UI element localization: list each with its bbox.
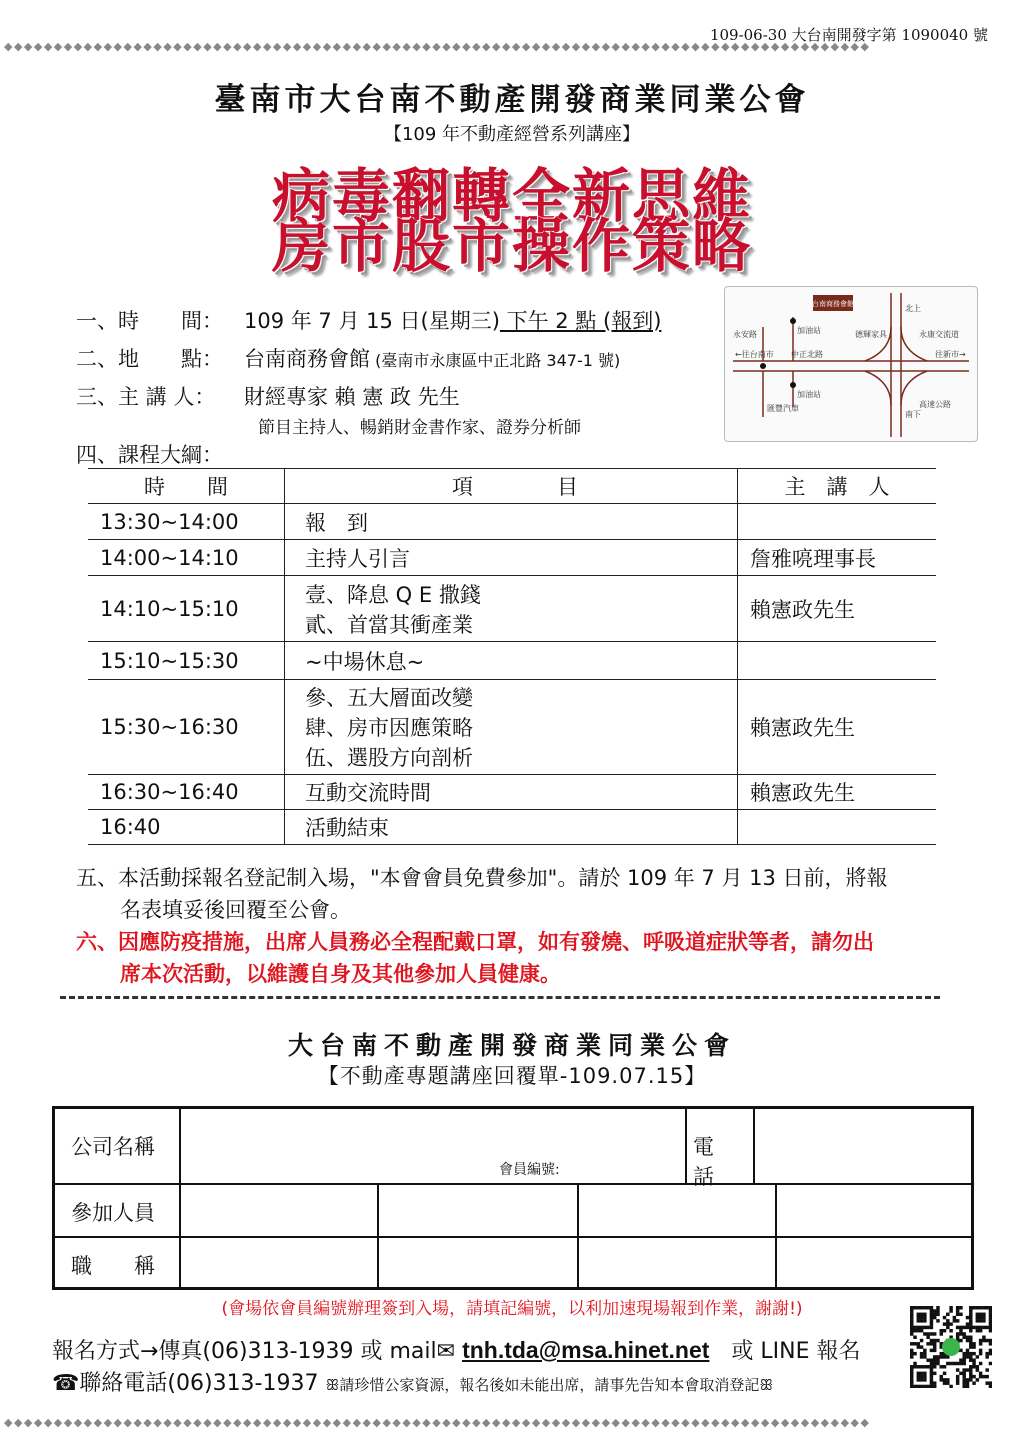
contact-phone: 聯絡電話(06)313-1937: [79, 1371, 319, 1396]
outline-label: 四、課程大綱：: [76, 443, 223, 467]
row-speaker: 賴憲政先生: [738, 680, 937, 775]
phone-icon: ☎: [52, 1371, 80, 1396]
row-time: 13:30~14:00: [88, 504, 285, 540]
document-number: 109-06-30 大台南開發字第 1090040 號: [709, 26, 988, 44]
attendee-input-1[interactable]: [180, 1184, 378, 1237]
time-value-2: 下午 2 點 (報到): [499, 309, 662, 333]
member-no-label: 會員編號:: [499, 1162, 560, 1178]
form-subtitle: 【不動產專題講座回覆單-109.07.15】: [317, 1064, 707, 1088]
row-speaker: [738, 810, 937, 845]
row-item: 貳、首當其衝產業: [305, 612, 473, 637]
header-item: 項 目: [285, 469, 738, 504]
map-hotel: 台南商務會館: [812, 300, 854, 308]
table-row: [88, 642, 936, 680]
speaker-label: 三、主 講 人：: [76, 385, 216, 409]
table-row: [88, 680, 936, 775]
time-value: 109 年 7 月 15 日(星期三): [244, 309, 500, 333]
row-item: 活動結束: [285, 810, 738, 845]
map-to-xinshi: 往新市→: [935, 350, 966, 359]
organization-title: 臺南市大台南不動產開發商業同業公會: [214, 82, 810, 118]
reply-form: [52, 1106, 974, 1290]
note-6-line1: 六、因應防疫措施，出席人員務必全程配戴口罩，如有發燒、呼吸道症狀等者，請勿出: [76, 930, 874, 954]
info-speaker: [76, 381, 460, 411]
map-drawing: [725, 287, 977, 441]
row-time: 14:10~15:10: [88, 576, 285, 642]
map-gas-2: 加油站: [797, 390, 821, 399]
map-hsbc: 匯豐汽車: [767, 404, 799, 413]
speaker-description: 節目主持人、暢銷財金書作家、證券分析師: [258, 418, 581, 438]
diamond-border-top: ◆◆◆◆◆◆◆◆◆◆◆◆◆◆◆◆◆◆◆◆◆◆◆◆◆◆◆◆◆◆◆◆◆◆◆◆◆◆◆◆◆◆◆◆◆◆◆◆◆◆◆◆◆◆◆◆◆◆◆◆◆◆◆◆◆◆◆◆◆◆◆◆◆◆◆◆◆◆◆◆◆◆◆◆◆◆◆: [4, 40, 871, 53]
registration-suffix: 或 LINE 報名: [709, 1339, 861, 1364]
schedule-header-row: [88, 469, 936, 504]
row-speaker: [738, 504, 937, 540]
company-label: 公司名稱: [71, 1135, 155, 1159]
speaker-value: 財經專家 賴 憲 政 先生: [244, 385, 460, 409]
row-time: 16:30~16:40: [88, 775, 285, 810]
row-item: 肆、房市因應策略: [305, 716, 473, 740]
note-5-line1: 五、本活動採報名登記制入場，"本會會員免費參加"。請於 109 年 7 月 13 日前，將報: [76, 866, 888, 890]
mail-icon: ✉: [436, 1339, 456, 1364]
row-speaker: 詹雅喨理事長: [738, 540, 937, 576]
row-speaker: 賴憲政先生: [738, 576, 937, 642]
position-label-cell: [54, 1237, 180, 1288]
row-speaker: 賴憲政先生: [738, 775, 937, 810]
attendee-label: 參加人員: [71, 1201, 155, 1225]
row-time: 14:00~14:10: [88, 540, 285, 576]
map-to-tainan: ←往台南市: [735, 350, 774, 359]
info-place: [76, 343, 620, 373]
row-item: 互動交流時間: [285, 775, 738, 810]
position-input-2[interactable]: [378, 1237, 578, 1288]
place-address: (臺南市永康區中正北路 347-1 號): [370, 351, 621, 370]
row-items: [285, 576, 738, 642]
qr-code-icon: [910, 1306, 992, 1388]
map-furniture: 德輝家具: [855, 330, 887, 339]
diamond-border-bottom: ◆◆◆◆◆◆◆◆◆◆◆◆◆◆◆◆◆◆◆◆◆◆◆◆◆◆◆◆◆◆◆◆◆◆◆◆◆◆◆◆◆◆◆◆◆◆◆◆◆◆◆◆◆◆◆◆◆◆◆◆◆◆◆◆◆◆◆◆◆◆◆◆◆◆◆◆◆◆◆◆◆◆◆◆◆◆◆: [4, 1416, 871, 1429]
registration-line: [52, 1334, 861, 1365]
contact-line: [52, 1366, 773, 1397]
location-map: [724, 286, 978, 442]
map-zhongzheng: 中正北路: [791, 350, 823, 359]
form-note: (會場依會員編號辦理簽到入場，請填記編號，以利加速現場報到作業，謝謝!): [221, 1299, 803, 1319]
attendee-input-4[interactable]: [776, 1184, 972, 1237]
table-row: [88, 810, 936, 845]
row-time: 15:10~15:30: [88, 642, 285, 680]
row-items: [285, 680, 738, 775]
row-item: 主持人引言: [285, 540, 738, 576]
phone-label: 電 話: [693, 1135, 735, 1189]
row-item: ~中場休息~: [285, 642, 738, 680]
row-item: 參、五大層面改變: [305, 686, 473, 710]
attendee-input-3[interactable]: [578, 1184, 776, 1237]
company-label-cell: [54, 1108, 180, 1184]
map-south: 南下: [905, 410, 921, 419]
row-time: 15:30~16:30: [88, 680, 285, 775]
form-title: 大台南不動產開發商業同業公會: [287, 1031, 736, 1060]
main-title-line2: 房市股市操作策略: [271, 212, 752, 280]
table-row: [88, 540, 936, 576]
phone-input[interactable]: [754, 1108, 972, 1184]
attendee-input-2[interactable]: [378, 1184, 578, 1237]
table-row: [88, 576, 936, 642]
schedule-table: [88, 468, 936, 845]
phone-label-cell: [686, 1108, 754, 1189]
place-value: 台南商務會館: [244, 347, 370, 371]
place-label: 二、地 點：: [76, 347, 223, 371]
time-label: 一、時 間：: [76, 309, 223, 333]
main-title-line1: 病毒翻轉全新思維: [271, 162, 752, 230]
row-speaker: [738, 642, 937, 680]
position-input-4[interactable]: [776, 1237, 972, 1288]
map-yongkang: 永康交流道: [919, 330, 959, 339]
cut-line: [60, 996, 940, 999]
line-qr-code[interactable]: [910, 1306, 992, 1388]
contact-note: ꕥ請珍惜公家資源，報名後如未能出席，請事先告知本會取消登記ꕥ: [325, 1376, 774, 1394]
row-time: 16:40: [88, 810, 285, 845]
header-time: 時 間: [88, 469, 285, 504]
table-row: [88, 504, 936, 540]
email-link[interactable]: tnh.tda@msa.hinet.net: [462, 1337, 710, 1363]
position-label: 職 稱: [71, 1254, 155, 1278]
series-label: 【109 年不動產經營系列講座】: [383, 124, 641, 145]
row-item: 壹、降息 Q E 撒錢: [305, 582, 481, 607]
header-speaker: 主 講 人: [738, 469, 937, 504]
row-item: 伍、選股方向剖析: [305, 746, 473, 770]
table-row: [88, 775, 936, 810]
registration-prefix: 報名方式→傳真(06)313-1939 或 mail: [52, 1339, 437, 1364]
company-input[interactable]: [180, 1108, 686, 1184]
note-6-line2: 席本次活動，以維護自身及其他參加人員健康。: [120, 962, 561, 986]
note-5-line2: 名表填妥後回覆至公會。: [120, 898, 351, 922]
row-item: 報 到: [285, 504, 738, 540]
info-time: [76, 305, 661, 335]
map-yongan: 永安路: [733, 330, 757, 339]
map-highway: 高速公路: [919, 400, 951, 409]
map-gas-1: 加油站: [797, 326, 821, 335]
position-input-3[interactable]: [578, 1237, 776, 1288]
attendee-label-cell: [54, 1184, 180, 1237]
map-north: 北上: [905, 304, 921, 313]
position-input-1[interactable]: [180, 1237, 378, 1288]
